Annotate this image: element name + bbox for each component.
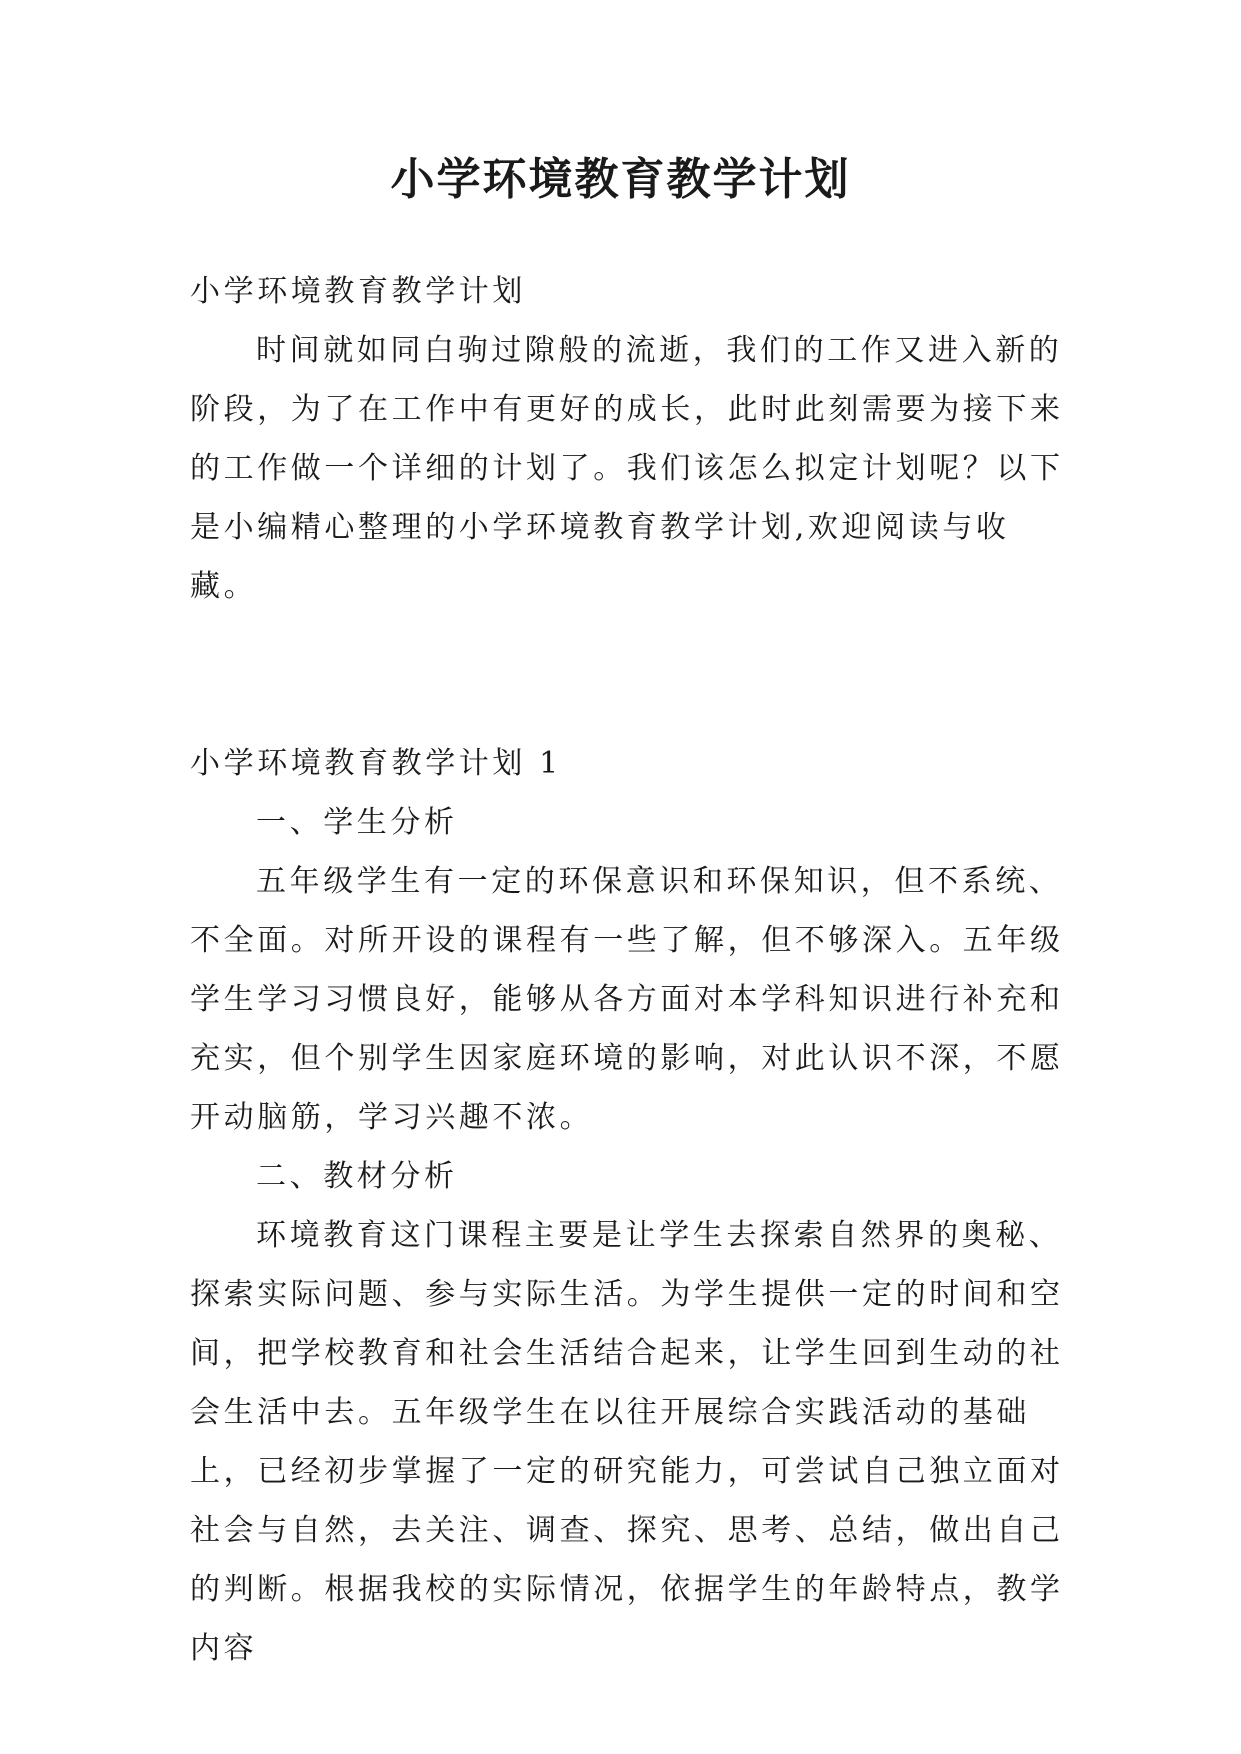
intro-paragraph: 时间就如同白驹过隙般的流逝，我们的工作又进入新的阶段，为了在工作中有更好的成长，此时此刻需要为接下来的工作做一个详细的计划了。我们该怎么拟定计划呢？以下是小编精心整理的小学环境教育教学计划,欢迎阅读与收藏。 bbox=[190, 333, 1064, 604]
paragraph-student-analysis: 五年级学生有一定的环保意识和环保知识，但不系统、不全面。对所开设的课程有一些了解，但不够深入。五年级学生学习习惯良好，能够从各方面对本学科知识进行补充和充实，但个别学生因家庭环境的影响，对此认识不深，不愿开动脑筋，学习兴趣不浓。 bbox=[190, 864, 1064, 1135]
document-body bbox=[190, 262, 1070, 1678]
document-subtitle: 小学环境教育教学计划 bbox=[190, 274, 526, 309]
paragraph-textbook-analysis: 环境教育这门课程主要是让学生去探索自然界的奥秘、探索实际问题、参与实际生活。为学生提供一定的时间和空间，把学校教育和社会生活结合起来，让学生回到生动的社会生活中去。五年级学生在以往开展综合实践活动的基础上，已经初步掌握了一定的研究能力，可尝试自己独立面对社会与自然，去关注、调查、探究、思考、总结，做出自己的判断。根据我校的实际情况，依据学生的年龄特点，教学内容 bbox=[190, 1218, 1064, 1666]
document-title: 小学环境教育教学计划 bbox=[390, 154, 851, 205]
section-title: 小学环境教育教学计划 1 bbox=[190, 746, 562, 781]
heading-textbook-analysis: 二、教材分析 bbox=[256, 1159, 458, 1194]
heading-student-analysis: 一、学生分析 bbox=[256, 805, 458, 840]
